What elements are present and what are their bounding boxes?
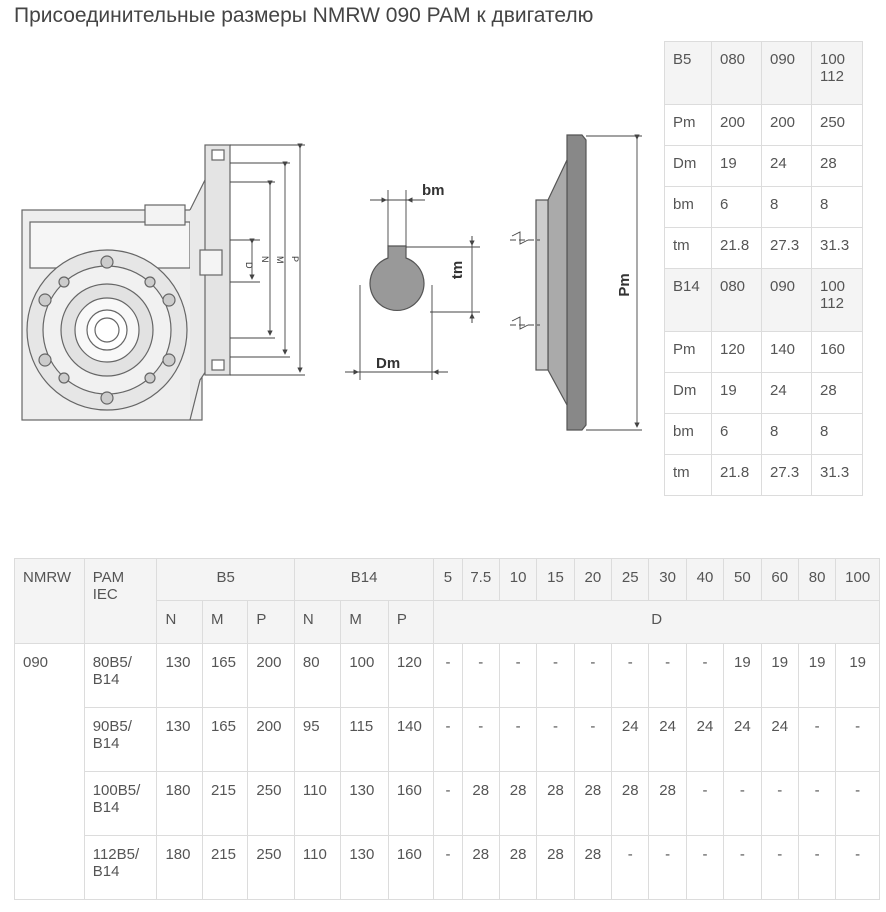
table-row — [665, 455, 863, 496]
row-label: Pm — [665, 332, 712, 373]
table-row — [665, 332, 863, 373]
group-header: B5 — [665, 42, 712, 105]
table-cell: 21.8 — [712, 455, 762, 496]
table-cell: 19 — [712, 146, 762, 187]
dim-label-tm: tm — [449, 260, 466, 280]
table-cell: 24 — [762, 146, 812, 187]
table-cell: 19 — [712, 373, 762, 414]
table-cell: 165 — [202, 644, 247, 708]
table-cell: 31.3 — [812, 228, 863, 269]
sub-header: N — [294, 601, 340, 644]
table-cell: 200 — [248, 644, 294, 708]
ratio-header: 50 — [724, 559, 761, 601]
sub-header: M — [341, 601, 388, 644]
header-pam-iec: PAM IEC — [84, 559, 157, 644]
table-cell: - — [574, 708, 611, 772]
row-label: bm — [665, 187, 712, 228]
table-cell: 28 — [574, 836, 611, 900]
table-cell: 8 — [812, 414, 863, 455]
sub-header: P — [248, 601, 294, 644]
table-cell: - — [798, 836, 835, 900]
table-cell: - — [434, 836, 462, 900]
table-cell: 28 — [499, 772, 536, 836]
sub-header: M — [202, 601, 247, 644]
table-cell: 115 — [341, 708, 388, 772]
dim-label-n: N — [260, 256, 270, 263]
table-cell: 215 — [202, 836, 247, 900]
ratio-header: 40 — [686, 559, 723, 601]
table-cell: 250 — [248, 772, 294, 836]
table-cell: 19 — [798, 644, 835, 708]
ratio-header: 10 — [499, 559, 536, 601]
table-cell: 8 — [762, 414, 812, 455]
table-cell: 165 — [202, 708, 247, 772]
row-label: Pm — [665, 105, 712, 146]
table-cell: 200 — [712, 105, 762, 146]
flange-side-view — [536, 135, 586, 430]
table-row — [15, 836, 880, 900]
group-header: 080 — [712, 269, 762, 332]
table-cell: 28 — [574, 772, 611, 836]
table-cell: 27.3 — [762, 228, 812, 269]
table-cell: 19 — [761, 644, 798, 708]
header-d: D — [434, 601, 880, 644]
table-cell: 140 — [388, 708, 433, 772]
pam-cell: 80B5/ B14 — [84, 644, 157, 708]
table-row — [665, 373, 863, 414]
table-cell: 28 — [612, 772, 649, 836]
table-row — [665, 187, 863, 228]
table-cell: 120 — [388, 644, 433, 708]
page-title: Присоединительные размеры NMRW 090 PAM к двигателю — [14, 4, 594, 27]
group-header: 090 — [762, 269, 812, 332]
table-cell: - — [686, 772, 723, 836]
group-header: 090 — [762, 42, 812, 105]
table-cell: 130 — [157, 644, 202, 708]
table-cell: - — [499, 644, 536, 708]
table-cell: 130 — [341, 772, 388, 836]
table-cell: 27.3 — [762, 455, 812, 496]
table-cell: 100 — [341, 644, 388, 708]
table-row — [665, 414, 863, 455]
table-cell: 200 — [762, 105, 812, 146]
dim-label-pm: Pm — [616, 273, 633, 297]
table-cell: 24 — [762, 373, 812, 414]
table-cell: - — [836, 708, 880, 772]
sub-header: P — [388, 601, 433, 644]
table-cell: - — [462, 708, 499, 772]
table-cell: 24 — [612, 708, 649, 772]
dim-label-bm: bm — [422, 182, 445, 199]
gearbox-view — [22, 145, 230, 420]
table-cell: 28 — [499, 836, 536, 900]
ratio-header: 5 — [434, 559, 462, 601]
table-cell: 8 — [812, 187, 863, 228]
table-cell: 24 — [761, 708, 798, 772]
ratio-header: 60 — [761, 559, 798, 601]
table-cell: 215 — [202, 772, 247, 836]
table-cell: 19 — [836, 644, 880, 708]
table-cell: 95 — [294, 708, 340, 772]
table-cell: - — [836, 772, 880, 836]
ratio-header: 80 — [798, 559, 835, 601]
table-cell: - — [761, 836, 798, 900]
table-cell: 180 — [157, 836, 202, 900]
table-cell: 28 — [462, 772, 499, 836]
table-row — [665, 105, 863, 146]
table-cell: - — [462, 644, 499, 708]
row-label: tm — [665, 455, 712, 496]
table-cell: 6 — [712, 187, 762, 228]
pam-cell: 112B5/ B14 — [84, 836, 157, 900]
table-cell: - — [836, 836, 880, 900]
table-cell: 250 — [248, 836, 294, 900]
ratio-header: 100 — [836, 559, 880, 601]
table-cell: - — [434, 708, 462, 772]
table-cell: 28 — [537, 772, 574, 836]
table-cell: 110 — [294, 836, 340, 900]
dim-label-dm: Dm — [376, 355, 401, 372]
technical-drawing — [0, 40, 650, 500]
table-cell: - — [649, 644, 686, 708]
group-header: 080 — [712, 42, 762, 105]
table-cell: 80 — [294, 644, 340, 708]
table-cell: 28 — [812, 146, 863, 187]
table-cell: - — [761, 772, 798, 836]
group-header: 100 112 — [812, 269, 863, 332]
table-cell: - — [798, 772, 835, 836]
table-cell: - — [499, 708, 536, 772]
table-cell: - — [724, 772, 761, 836]
table-row — [15, 708, 880, 772]
table-cell: 21.8 — [712, 228, 762, 269]
table-cell: - — [612, 644, 649, 708]
header-nmrw: NMRW — [15, 559, 85, 644]
table-row — [15, 772, 880, 836]
table-cell: 24 — [686, 708, 723, 772]
ratio-header: 15 — [537, 559, 574, 601]
group-header: B14 — [665, 269, 712, 332]
dim-label-m: M — [275, 256, 285, 264]
table-cell: 130 — [341, 836, 388, 900]
table-cell: 120 — [712, 332, 762, 373]
table-cell: 130 — [157, 708, 202, 772]
row-label: Dm — [665, 373, 712, 414]
dim-label-d: D — [244, 262, 254, 269]
table-cell: 140 — [762, 332, 812, 373]
table-cell: 8 — [762, 187, 812, 228]
table-cell: 24 — [724, 708, 761, 772]
ratio-header: 7.5 — [462, 559, 499, 601]
table-cell: 6 — [712, 414, 762, 455]
table-cell: 200 — [248, 708, 294, 772]
ratio-header: 20 — [574, 559, 611, 601]
table-cell: 28 — [462, 836, 499, 900]
table-cell: 28 — [649, 772, 686, 836]
header-b14: B14 — [294, 559, 433, 601]
table-cell: 160 — [388, 772, 433, 836]
table-cell: - — [574, 644, 611, 708]
table-cell: - — [686, 836, 723, 900]
row-label: Dm — [665, 146, 712, 187]
shaft-section — [370, 246, 424, 310]
header-b5: B5 — [157, 559, 294, 601]
model-cell: 090 — [15, 644, 85, 900]
table-cell: - — [612, 836, 649, 900]
table-cell: - — [686, 644, 723, 708]
table-cell: 19 — [724, 644, 761, 708]
table-cell: 160 — [812, 332, 863, 373]
table-row — [665, 228, 863, 269]
table-cell: 160 — [388, 836, 433, 900]
table-cell: 24 — [649, 708, 686, 772]
table-cell: 31.3 — [812, 455, 863, 496]
table-cell: - — [537, 644, 574, 708]
table-cell: 180 — [157, 772, 202, 836]
table-row — [15, 644, 880, 708]
flange-dimensions-table — [664, 41, 863, 496]
pam-cell: 100B5/ B14 — [84, 772, 157, 836]
table-cell: 28 — [537, 836, 574, 900]
sub-header: N — [157, 601, 202, 644]
connection-dimensions-table — [14, 558, 880, 900]
table-cell: 28 — [812, 373, 863, 414]
table-cell: 110 — [294, 772, 340, 836]
table-cell: - — [724, 836, 761, 900]
ratio-header: 25 — [612, 559, 649, 601]
pam-cell: 90B5/ B14 — [84, 708, 157, 772]
table-cell: - — [798, 708, 835, 772]
dim-label-p: P — [290, 256, 300, 263]
group-header: 100 112 — [812, 42, 863, 105]
row-label: tm — [665, 228, 712, 269]
table-cell: - — [434, 644, 462, 708]
row-label: bm — [665, 414, 712, 455]
table-row — [665, 146, 863, 187]
table-cell: - — [649, 836, 686, 900]
table-cell: - — [537, 708, 574, 772]
table-cell: - — [434, 772, 462, 836]
ratio-header: 30 — [649, 559, 686, 601]
table-cell: 250 — [812, 105, 863, 146]
